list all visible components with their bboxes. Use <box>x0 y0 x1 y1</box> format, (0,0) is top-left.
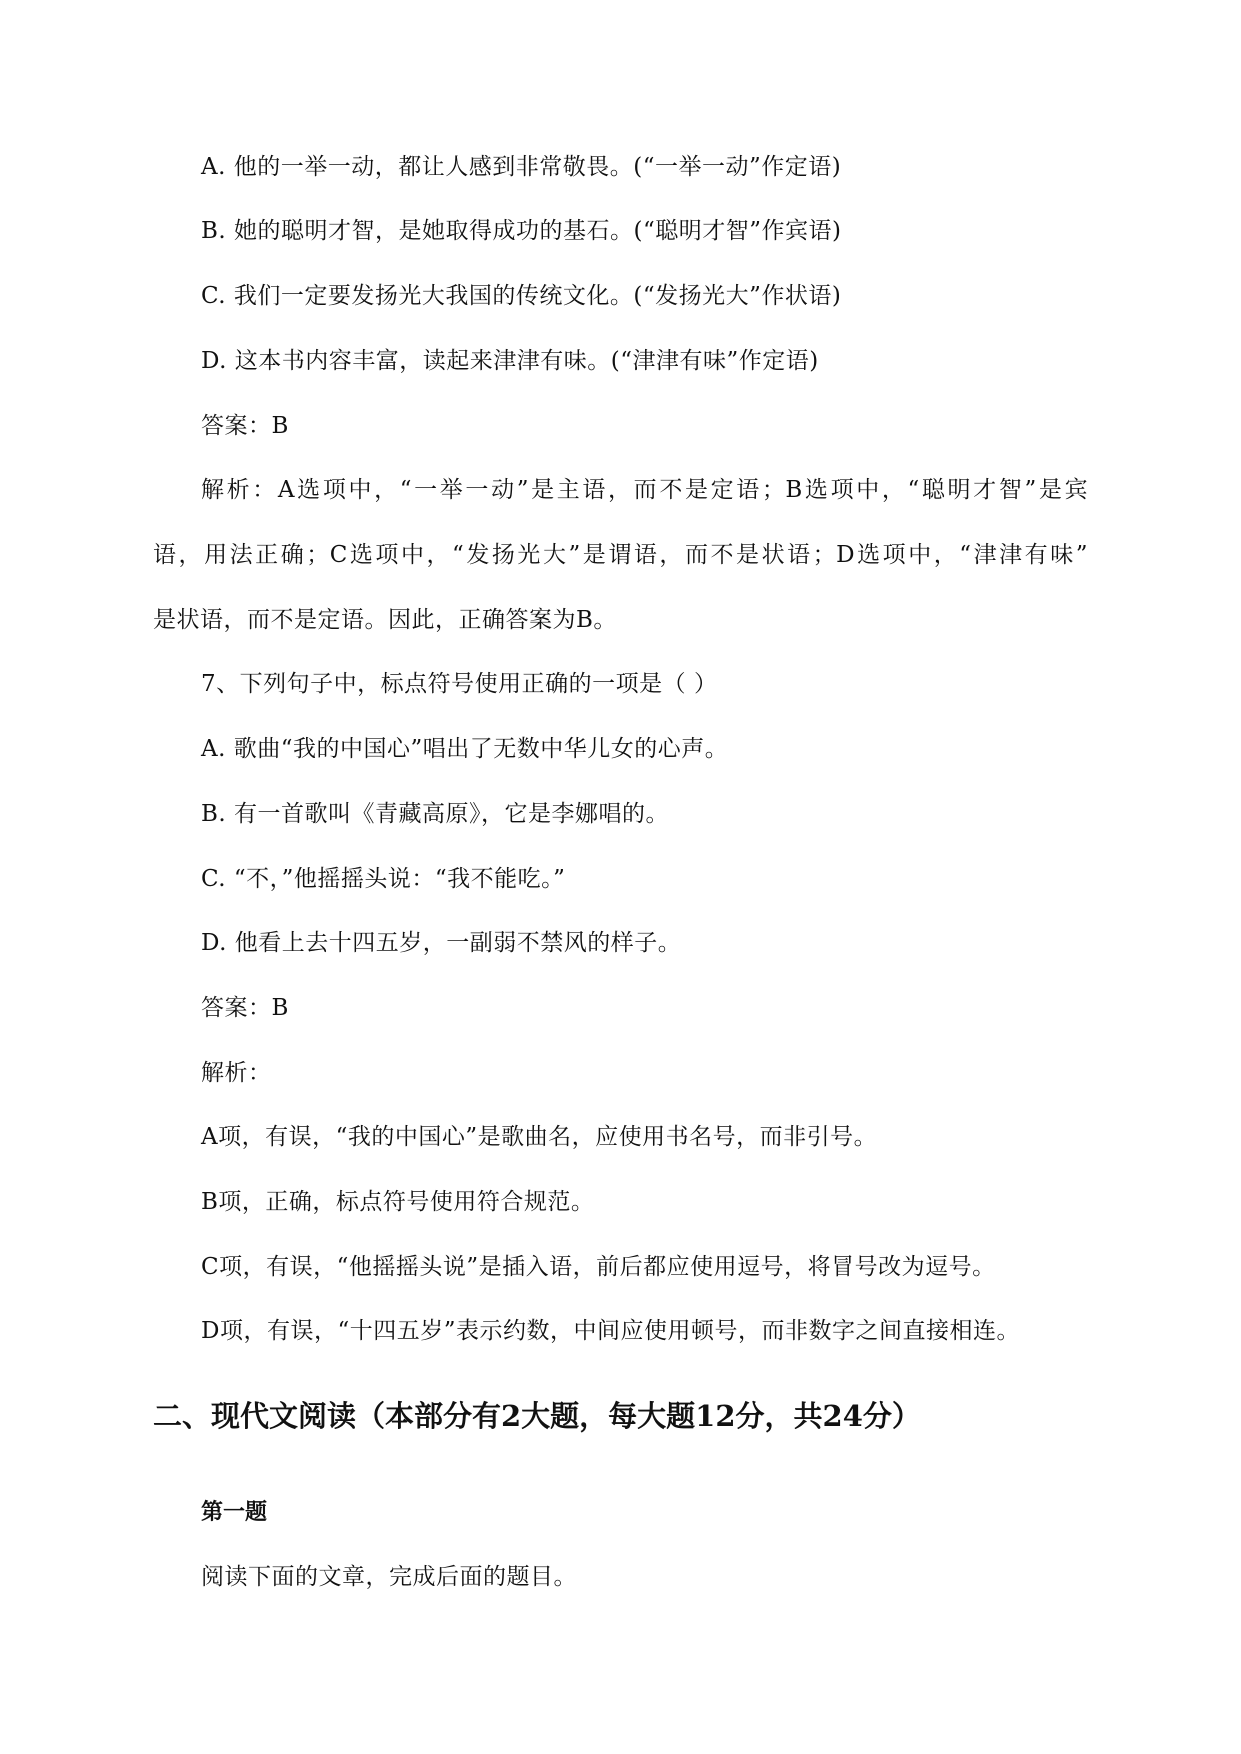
section-heading: 二、现代文阅读（本部分有2大题，每大题12分，共24分） <box>153 1399 921 1433</box>
q6-analysis-line-2: 语，用法正确；C选项中，“发扬光大”是谓语，而不是状语；D选项中，“津津有味” <box>153 542 1088 568</box>
q7-option-a: A. 歌曲“我的中国心”唱出了无数中华儿女的心声。 <box>201 736 729 762</box>
q7-option-c: C. “不，”他摇摇头说：“我不能吃。” <box>201 866 566 892</box>
q6-analysis-line-1: 解析：A选项中，“一举一动”是主语，而不是定语；B选项中，“聪明才智”是宾 <box>201 477 1088 503</box>
q7-analysis-c: C项，有误，“他摇摇头说”是插入语，前后都应使用逗号，将冒号改为逗号。 <box>201 1254 996 1280</box>
q6-answer: 答案：B <box>201 413 289 439</box>
q7-analysis-a: A项，有误，“我的中国心”是歌曲名，应使用书名号，而非引号。 <box>201 1124 878 1150</box>
q6-option-b: B. 她的聪明才智，是她取得成功的基石。(“聪明才智”作宾语) <box>201 218 842 244</box>
q7-analysis-d: D项，有误，“十四五岁”表示约数，中间应使用顿号，而非数字之间直接相连。 <box>201 1318 1020 1344</box>
q6-option-c: C. 我们一定要发扬光大我国的传统文化。(“发扬光大”作状语) <box>201 283 842 309</box>
q6-option-d: D. 这本书内容丰富，读起来津津有味。(“津津有味”作定语) <box>201 348 819 374</box>
q6-analysis-line-3: 是状语，而不是定语。因此，正确答案为B。 <box>153 607 617 633</box>
q6-option-a: A. 他的一举一动，都让人感到非常敬畏。(“一举一动”作定语) <box>201 154 842 180</box>
sub-heading: 第一题 <box>201 1499 268 1525</box>
q7-analysis-label: 解析： <box>201 1060 272 1086</box>
q7-analysis-b: B项，正确，标点符号使用符合规范。 <box>201 1189 595 1215</box>
q7-option-d: D. 他看上去十四五岁，一副弱不禁风的样子。 <box>201 930 682 956</box>
reading-instruction: 阅读下面的文章，完成后面的题目。 <box>201 1564 577 1590</box>
q7-question: 7、下列句子中，标点符号使用正确的一项是（ ） <box>201 671 718 697</box>
q7-option-b: B. 有一首歌叫《青藏高原》，它是李娜唱的。 <box>201 801 670 827</box>
q7-answer: 答案：B <box>201 995 289 1021</box>
